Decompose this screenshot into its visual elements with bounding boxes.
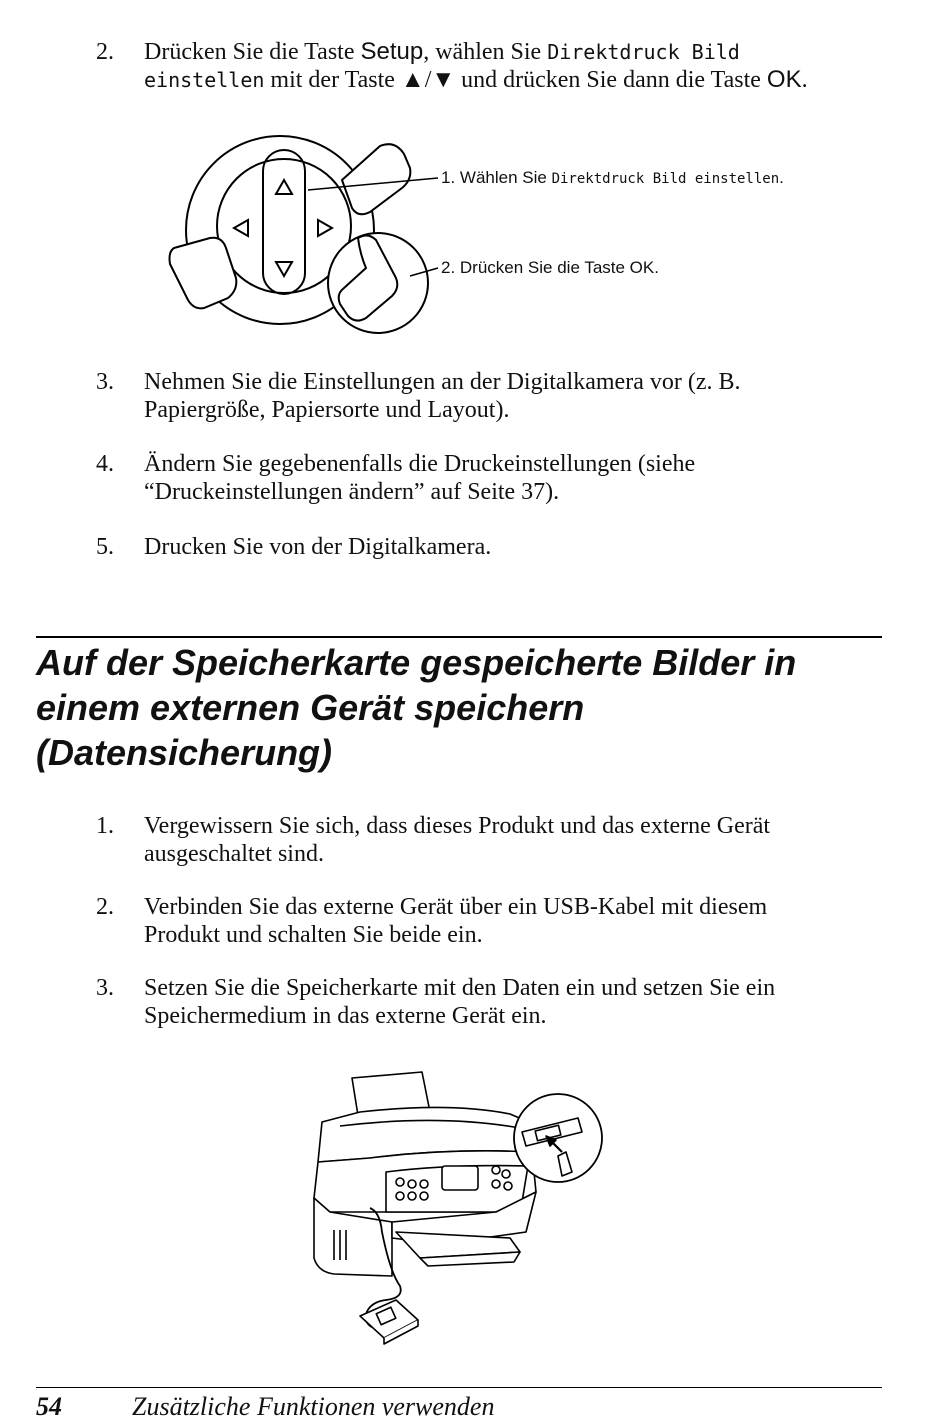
step-number: 2. — [96, 894, 114, 920]
step-text-line: Produkt und schalten Sie beide ein. — [144, 922, 483, 948]
step-text-part: mit der Taste ▲/▼ und drücken Sie dann die Taste — [264, 67, 767, 93]
setup-key — [342, 144, 410, 214]
button-name-setup: Setup — [360, 38, 424, 65]
callout-text: . — [779, 168, 784, 187]
step-3-top — [96, 368, 896, 428]
lcd-text: Direktdruck Bild — [547, 40, 740, 64]
storage-device-illustration — [360, 1300, 418, 1344]
vertical-key — [263, 150, 305, 294]
step-text-line: Setzen Sie die Speicherkarte mit den Daten ein und setzen Sie ein — [144, 975, 776, 1001]
page-number: 54 — [36, 1392, 62, 1421]
arrow-up-icon — [276, 180, 292, 194]
chapter-title: Zusätzliche Funktionen verwenden — [132, 1392, 495, 1421]
step-text-line: Verbinden Sie das externe Gerät über ein USB-Kabel mit diesem — [144, 894, 768, 920]
section-title-line: Auf der Speicherkarte gespeicherte Bilder in — [36, 642, 797, 683]
step-text — [144, 38, 894, 94]
lcd-text: einstellen — [144, 68, 265, 92]
step-text-line: Speichermedium in das externe Gerät ein. — [144, 1003, 547, 1029]
section-title-line: einem externen Gerät speichern — [36, 687, 585, 728]
step-text-part: , wählen Sie — [423, 39, 548, 65]
lcd-text: Direktdruck Bild einstellen — [551, 171, 780, 187]
button-name-ok: OK — [766, 66, 802, 93]
step-number: 2. — [96, 39, 114, 65]
step-text-line: ausgeschaltet sind. — [144, 841, 324, 867]
step-text-part: Drücken Sie die Taste — [144, 39, 361, 65]
section-title-line: (Datensicherung) — [36, 732, 333, 773]
step-number: 5. — [96, 534, 114, 560]
step-text-line: Papiergröße, Papiersorte und Layout). — [144, 397, 510, 423]
section-title — [36, 640, 896, 775]
step-5-top — [96, 533, 896, 563]
step-text-line: “Druckeinstellungen ändern” auf Seite 37). — [144, 479, 560, 505]
step-number: 1. — [96, 813, 114, 839]
printer-illustration — [300, 1062, 620, 1352]
step-number: 3. — [96, 975, 114, 1001]
step-2-top — [96, 38, 896, 98]
step-text-line: Drucken Sie von der Digitalkamera. — [144, 534, 492, 560]
arrow-right-icon — [318, 220, 332, 236]
step-4-top — [96, 450, 896, 510]
step-3-bottom — [96, 974, 896, 1034]
control-panel-diagram — [160, 128, 460, 358]
arrow-down-icon — [276, 262, 292, 276]
section-rule — [36, 636, 882, 638]
arrow-left-icon — [234, 220, 248, 236]
step-text-line: Ändern Sie gegebenenfalls die Druckeinstellungen (siehe — [144, 451, 696, 477]
step-text-part: . — [801, 67, 808, 93]
step-1-bottom — [96, 812, 896, 872]
step-text-line: Nehmen Sie die Einstellungen an der Digitalkamera vor (z. B. — [144, 369, 741, 395]
step-number: 3. — [96, 369, 114, 395]
step-text-line: Vergewissern Sie sich, dass dieses Produkt und das externe Gerät — [144, 813, 771, 839]
callout-text: 1. Wählen Sie — [441, 168, 552, 187]
step-number: 4. — [96, 451, 114, 477]
step-2-bottom — [96, 893, 896, 953]
callout-1 — [441, 168, 784, 188]
left-key — [170, 238, 237, 309]
footer-rule — [36, 1387, 882, 1388]
callout-2: 2. Drücken Sie die Taste OK. — [441, 258, 659, 277]
